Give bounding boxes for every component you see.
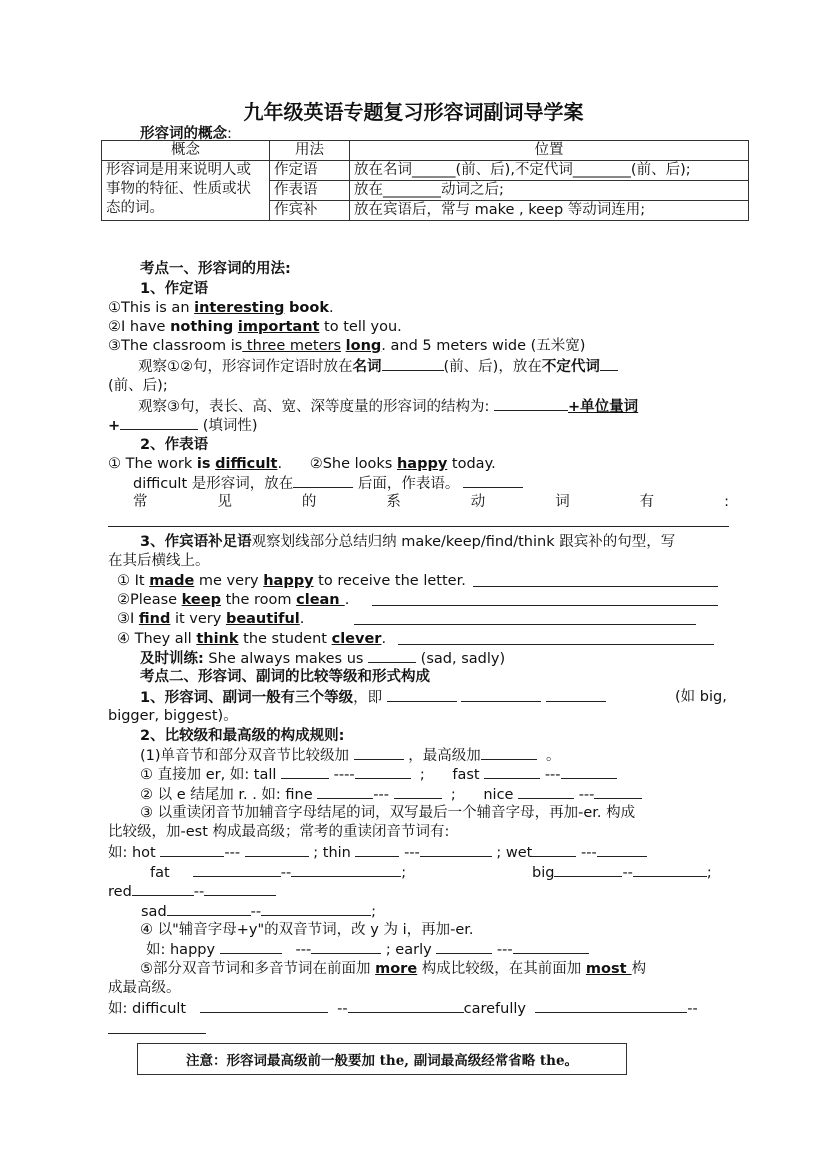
example-3: ③The classroom is three meters long. and 5 meters wide (五米宽) [108, 338, 586, 354]
complement-heading-cont: 在其后横线上。 [108, 553, 210, 569]
complement-example-3: ③I find it very beautiful. [117, 611, 305, 627]
position-cell: 放在宾语后，常与 make , keep 等动词连用; [350, 201, 749, 221]
complement-example-1: ① It made me very happy to receive the letter. [117, 573, 466, 589]
rule-1e-examples: 如: difficult -- carefully -- [108, 1001, 698, 1017]
answer-line [473, 586, 718, 587]
attributive-heading: 1、作定语 [140, 281, 209, 297]
concept-cell: 形容词是用来说明人或事物的特征、性质或状态的词。 [102, 161, 270, 221]
degrees-line: 1、形容词、副词一般有三个等级，即 [140, 688, 606, 708]
answer-line [354, 624, 696, 625]
degrees-example: (如 big, [675, 689, 727, 705]
observation-1: 观察①②句，形容词作定语时放在名词 (前、后)，放在不定代词 [138, 357, 618, 377]
complement-example-4: ④ They all think the student clever. [117, 631, 387, 647]
rule-1c-examples-4: red -- [108, 882, 276, 902]
rule-1a: ① 直接加 er, 如: tall ---- ; fast --- [140, 765, 617, 785]
example-2: ②I have nothing important to tell you. [108, 319, 402, 335]
practice-line: 及时训练: She always makes us (sad, sadly) [140, 651, 506, 667]
usage-cell: 作表语 [270, 181, 350, 201]
header-usage: 用法 [270, 141, 350, 161]
answer-line [372, 605, 718, 606]
rule-1c-examples: 如: hot --- ; thin --- ; wet --- [108, 843, 647, 863]
concept-heading: 形容词的概念: [140, 126, 232, 142]
degrees-example-cont: bigger, biggest)。 [108, 708, 238, 724]
rule-1b: ② 以 e 结尾加 r. . 如: fine --- ; nice --- [140, 785, 642, 805]
example-5: difficult 是形容词，放在 后面，作表语。 [133, 474, 523, 494]
position-cell: 放在名词______(前、后),不定代词________(前、后); [350, 161, 749, 181]
header-position: 位置 [350, 141, 749, 161]
header-concept: 概念 [102, 141, 270, 161]
note-box: 注意：形容词最高级前一般要加 the, 副词最高级经常省略 the。 [137, 1043, 627, 1075]
answer-line [108, 526, 729, 527]
rule-1: (1)单音节和部分双音节比较级加 ，最高级加 。 [140, 748, 561, 764]
observation-2-cont: + (填词性) [108, 418, 258, 434]
rules-heading: 2、比较级和最高级的构成规则: [140, 728, 345, 744]
observation-1-cont: (前、后); [108, 378, 168, 394]
observation-2: 观察③句，表长、高、宽、深等度量的形容词的结构为: +单位量词 [138, 399, 639, 415]
predicative-heading: 2、作表语 [140, 437, 209, 453]
example-1: ①This is an interesting book. [108, 300, 334, 316]
section1-heading: 考点一、形容词的用法: [140, 261, 291, 277]
rule-1c-examples-2: fat -- ; [150, 865, 407, 881]
common-verbs-line: 常 见 的 系 动 词 有 : [133, 494, 729, 510]
page-title: 九年级英语专题复习形容词副词导学案 [243, 100, 584, 124]
rule-1c-cont: 比较级，加-est 构成最高级；常考的重读闭音节词有: [108, 824, 450, 840]
rule-1d: ④ 以"辅音字母+y"的双音节词，改 y 为 i，再加-er. [140, 922, 474, 938]
rule-1e: ⑤部分双音节词和多音节词在前面加 more 构成比较级，在其前面加 most 构 [140, 961, 647, 977]
rule-1c: ③ 以重读闭音节加辅音字母结尾的词，双写最后一个辅音字母，再加-er. 构成 [140, 805, 636, 821]
rule-1e-cont: 成最高级。 [108, 980, 181, 996]
usage-cell: 作定语 [270, 161, 350, 181]
complement-example-2: ②Please keep the room clean . [117, 592, 350, 608]
rule-1d-examples: 如: happy --- ; early --- [146, 940, 589, 960]
complement-heading: 3、作宾语补足语观察划线部分总结归纳 make/keep/find/think 跟宾补的句型，写 [140, 534, 676, 550]
rule-1c-examples-3: big -- ; [532, 865, 712, 881]
usage-cell: 作宾补 [270, 201, 350, 221]
rule-1c-examples-5: sad -- ; [141, 904, 377, 920]
section2-heading: 考点二、形容词、副词的比较等级和形式构成 [140, 669, 430, 685]
example-4: ① The work is difficult. ②She looks happy today. [108, 456, 496, 472]
answer-line [108, 1033, 206, 1034]
position-cell: 放在________动词之后; [350, 181, 749, 201]
answer-line [398, 644, 714, 645]
concept-table [101, 140, 749, 221]
